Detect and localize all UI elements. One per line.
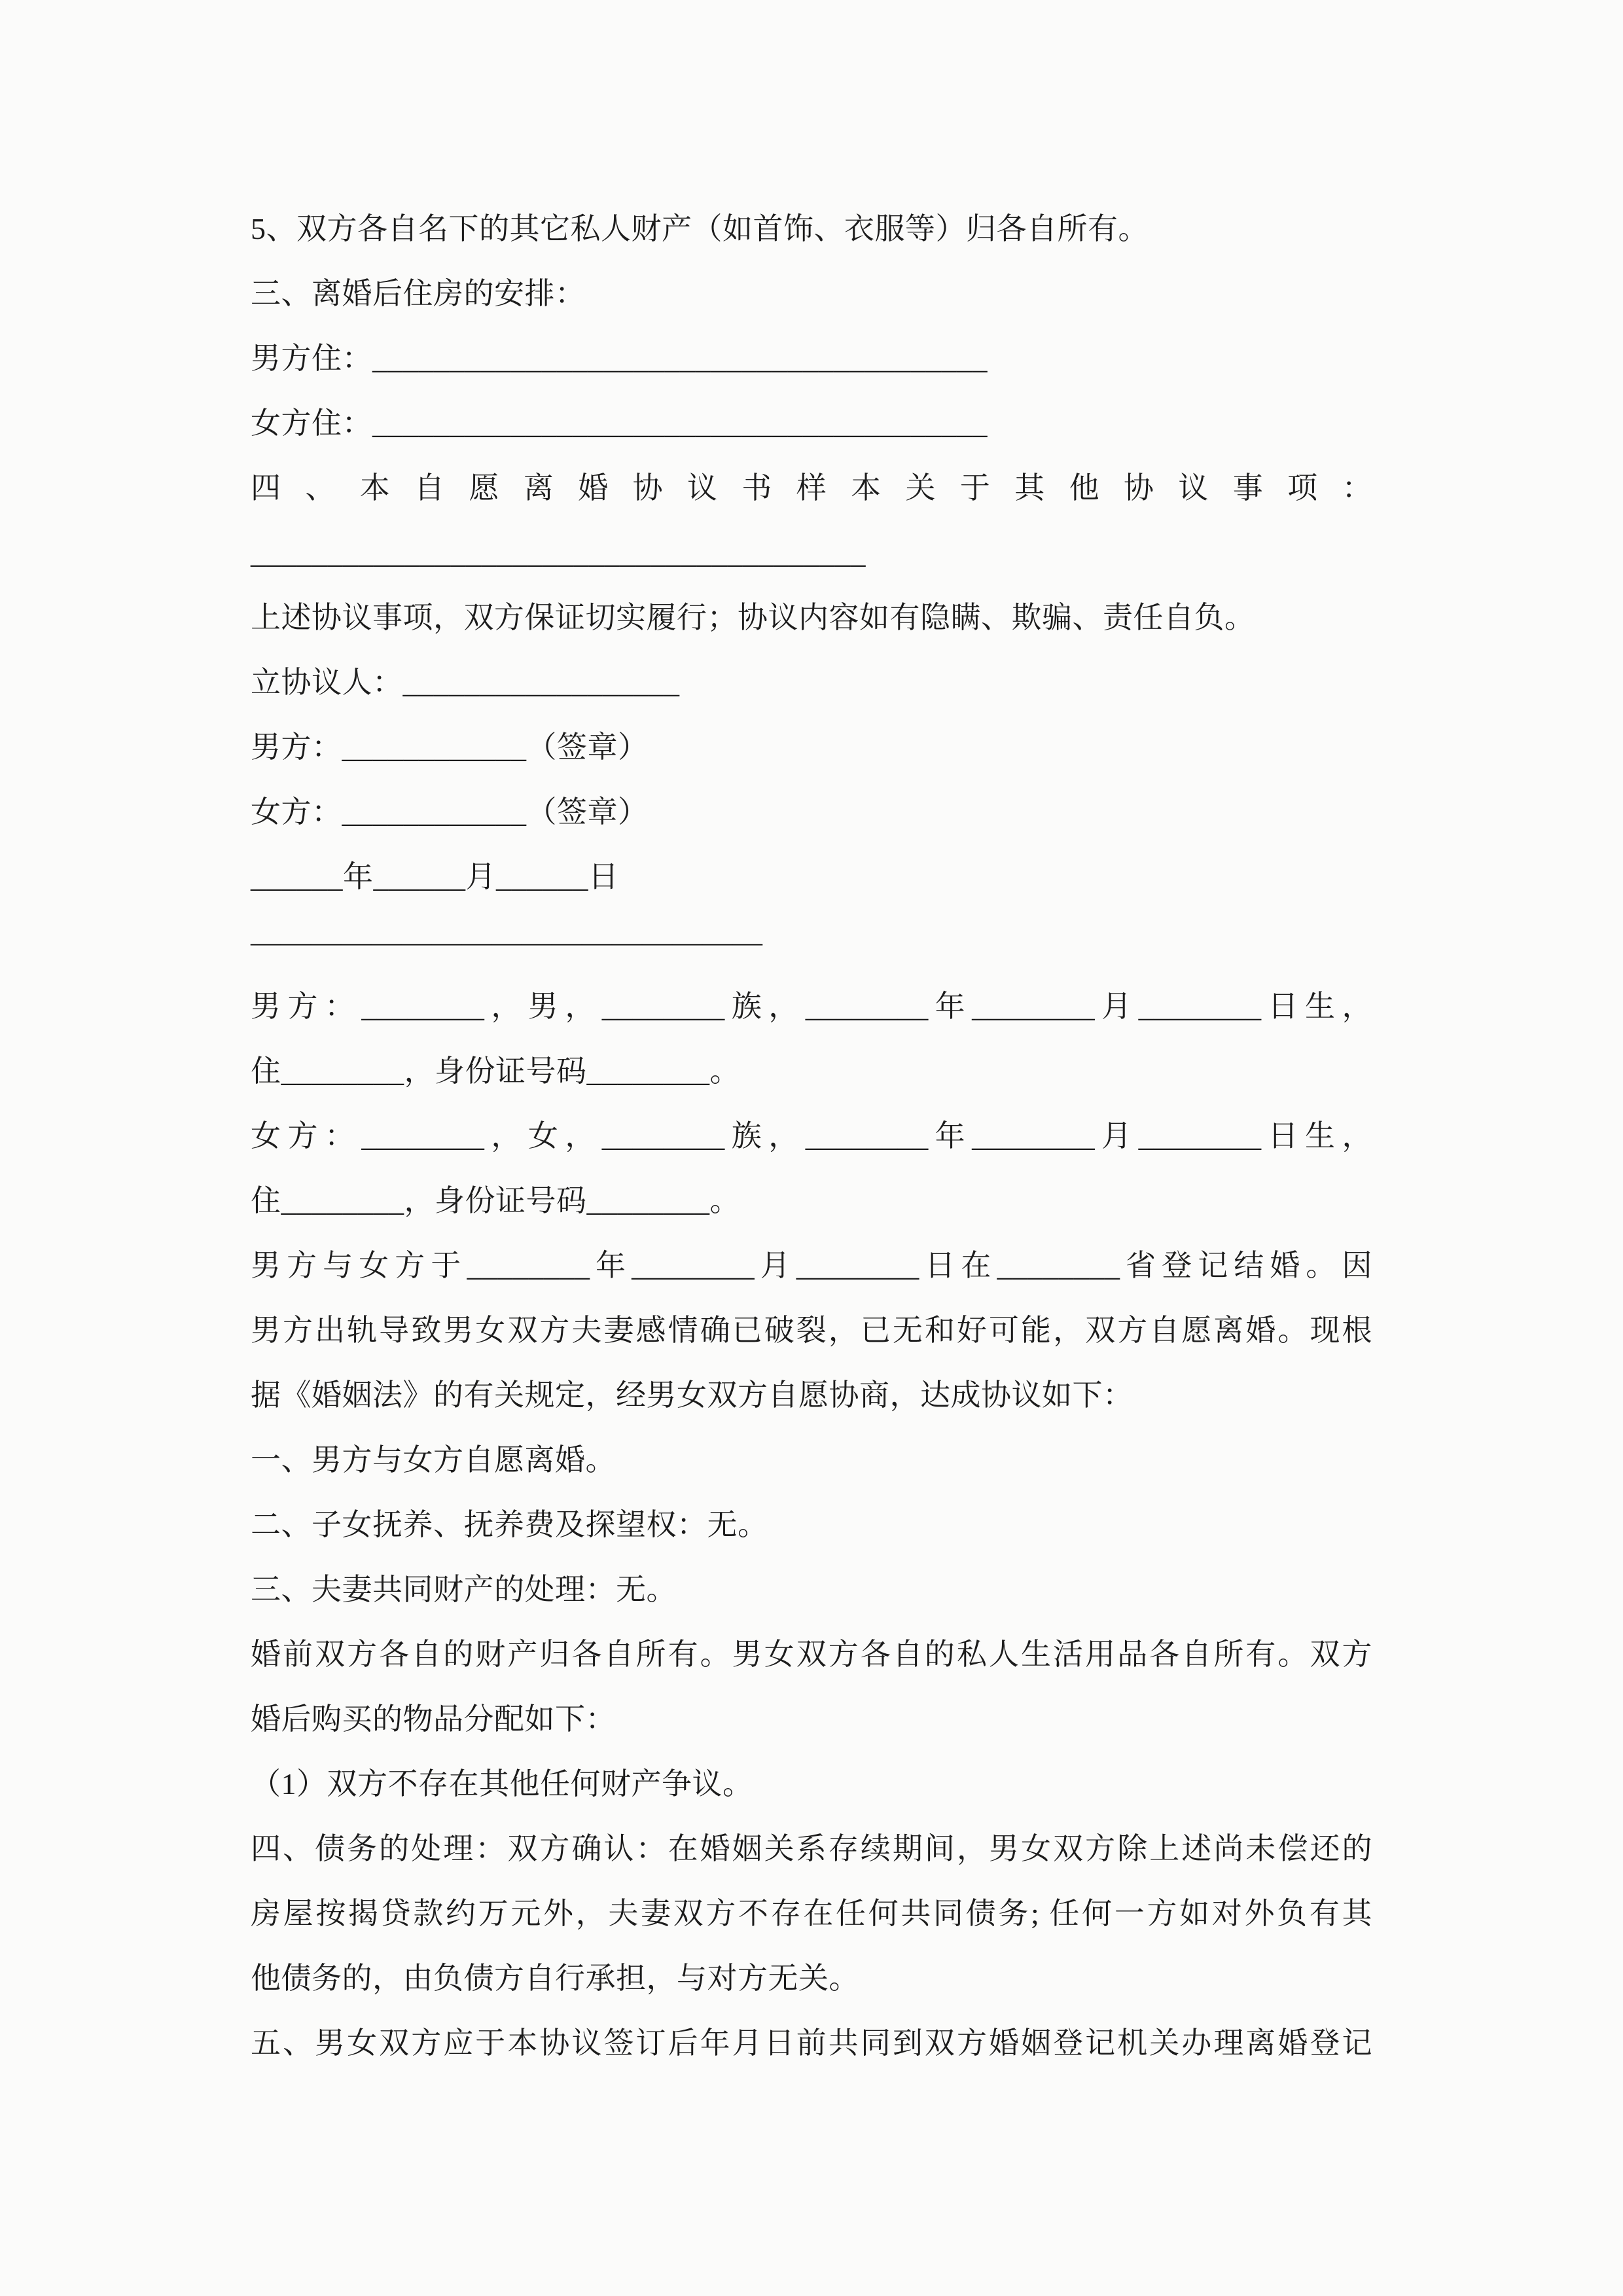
text-line: 据《婚姻法》的有关规定，经男女双方自愿协商，达成协议如下： [251, 1378, 1133, 1412]
clause-line: 四、债务的处理：双方确认：在婚姻关系存续期间，男女双方除上述尚未偿还的 [251, 1832, 1372, 1865]
text-line: （1）双方不存在其他任何财产争议。 [251, 1767, 753, 1801]
blank-field-line: 女方住：________________________________________ [251, 406, 988, 440]
signature-line-female: 女方：____________（签章） [251, 795, 649, 829]
blank-field-line: 男方住：________________________________________ [251, 342, 988, 375]
section-heading: 四、本自愿离婚协议书样本关于其他协议事项： [251, 471, 1372, 505]
text-line: 男方出轨导致男女双方夫妻感情确已破裂，已无和好可能，双方自愿离婚。现根 [251, 1314, 1372, 1347]
text-line: 上述协议事项，双方保证切实履行；协议内容如有隐瞒、欺骗、责任自负。 [251, 601, 1255, 634]
date-line: ______年______月______日 [251, 860, 619, 893]
separator-line: ————————————————— [251, 925, 762, 958]
blank-field-line: 女方：________，女，________族，________年________月________日生， [251, 1119, 1372, 1153]
text-line: 婚前双方各自的财产归各自所有。男女双方各自的私人生活用品各自所有。双方 [251, 1638, 1372, 1671]
text-line: 他债务的，由负债方自行承担，与对方无关。 [251, 1962, 859, 1995]
clause-line: 三、夫妻共同财产的处理：无。 [251, 1573, 677, 1606]
clause-line: 二、子女抚养、抚养费及探望权：无。 [251, 1508, 768, 1541]
text-line: 房屋按揭贷款约万元外，夫妻双方不存在任何共同债务; 任何一方如对外负有其 [251, 1897, 1372, 1930]
text-line: 5、双方各自名下的其它私人财产（如首饰、衣服等）归各自所有。 [251, 212, 1149, 245]
blank-field-line: 住________，身份证号码________。 [251, 1184, 740, 1217]
clause-line: 一、男方与女方自愿离婚。 [251, 1443, 616, 1477]
text-line: 婚后购买的物品分配如下： [251, 1702, 616, 1736]
blank-field-line: 男方：________，男，________族，________年________月________日生， [251, 990, 1372, 1023]
blank-field-line: 男方与女方于________年________月________日在________省登记结婚。因 [251, 1249, 1372, 1282]
blank-field-line: 立协议人：__________________ [251, 666, 680, 699]
signature-line-male: 男方：____________（签章） [251, 730, 649, 764]
section-heading: 三、离婚后住房的安排： [251, 277, 586, 310]
blank-field-line: ________________________________________ [251, 536, 866, 569]
clause-line: 五、男女双方应于本协议签订后年月日前共同到双方婚姻登记机关办理离婚登记 [251, 2026, 1372, 2060]
blank-field-line: 住________，身份证号码________。 [251, 1054, 740, 1088]
